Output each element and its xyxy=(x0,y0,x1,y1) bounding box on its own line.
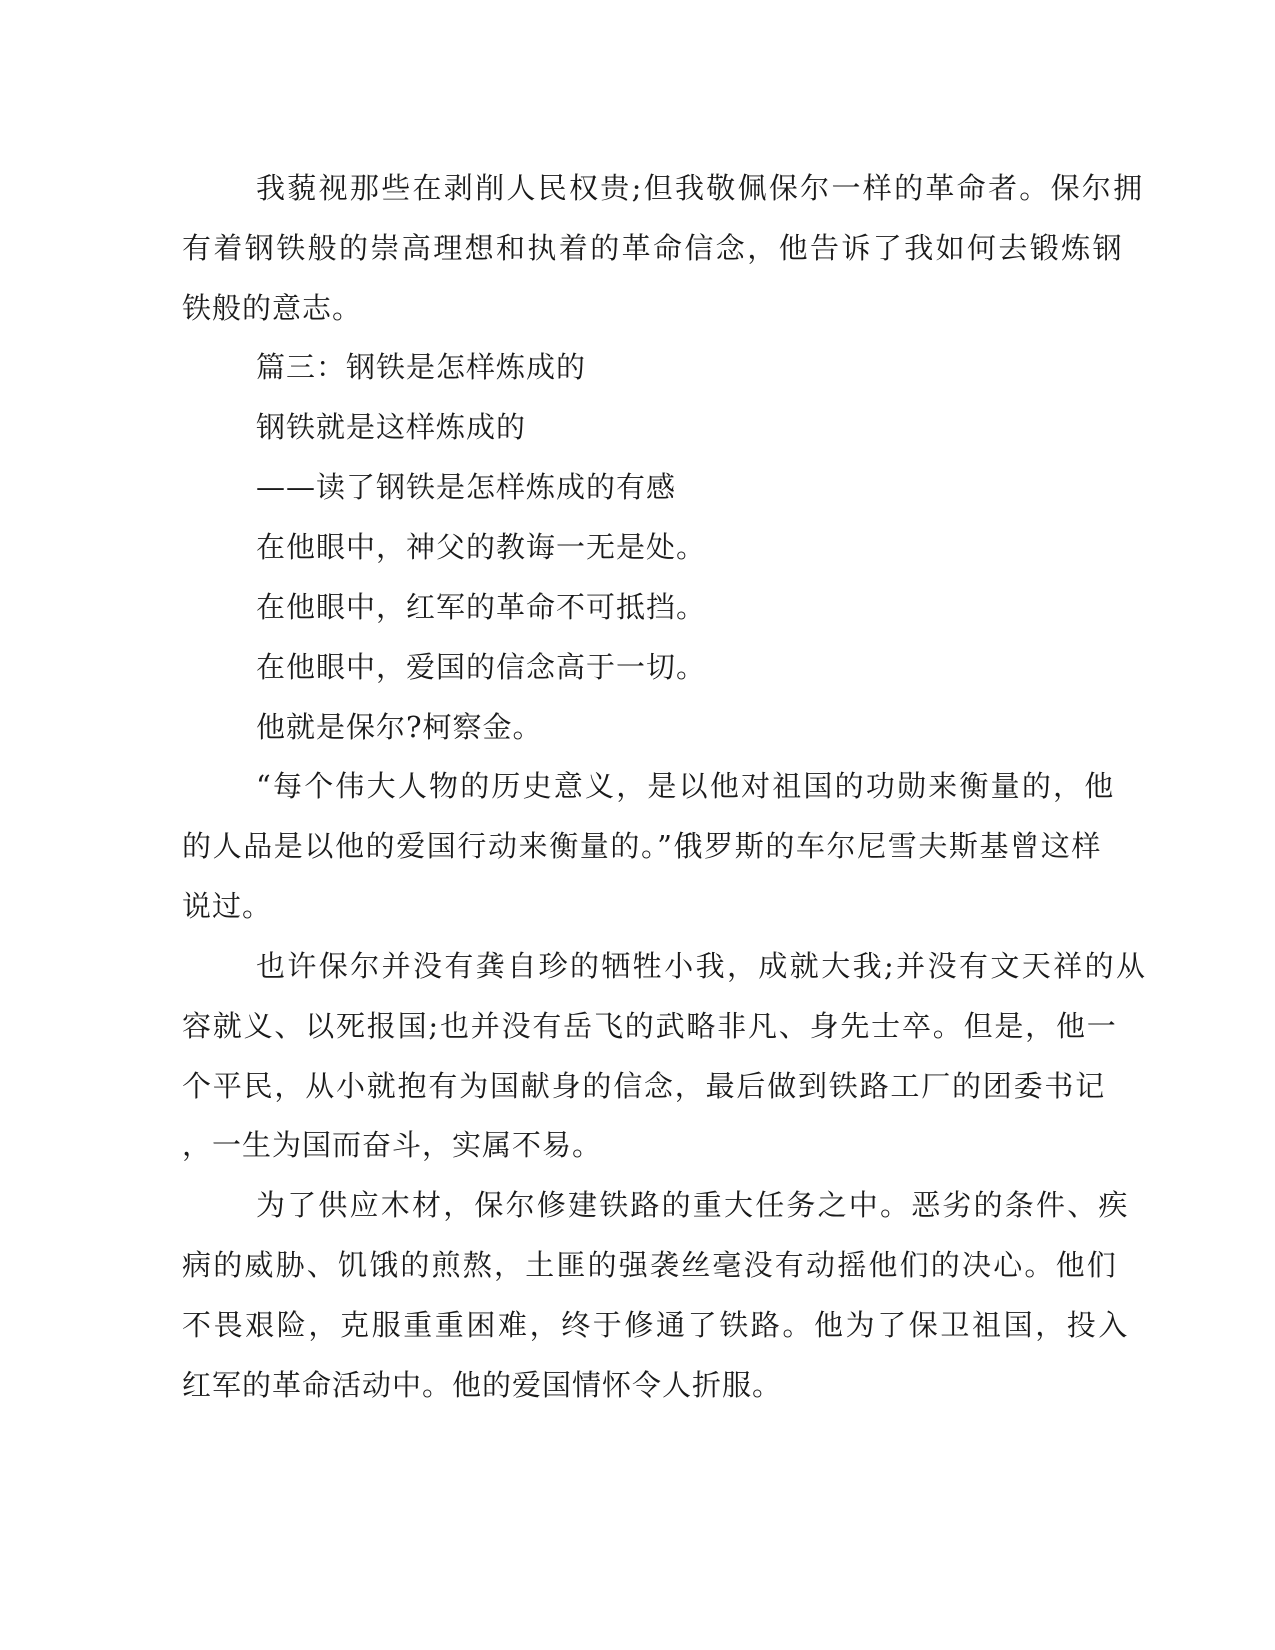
section-heading: 篇三：钢铁是怎样炼成的 xyxy=(256,350,587,384)
text-line: 在他眼中，爱国的信念高于一切。 xyxy=(256,650,707,684)
text-line: 病的威胁、饥饿的煎熬，土匪的强袭丝毫没有动摇他们的决心。他们 xyxy=(182,1248,1119,1282)
text-line: “每个伟大人物的历史意义，是以他对祖国的功勋来衡量的，他 xyxy=(256,769,1116,803)
text-line: 说过。 xyxy=(182,889,273,923)
text-line: 的人品是以他的爱国行动来衡量的。”俄罗斯的车尔尼雪夫斯基曾这样 xyxy=(182,829,1102,863)
text-line: 我藐视那些在剥削人民权贵;但我敬佩保尔一样的革命者。保尔拥 xyxy=(256,171,1145,205)
essay-title: 钢铁就是这样炼成的 xyxy=(256,410,527,444)
text-line: 为了供应木材，保尔修建铁路的重大任务之中。恶劣的条件、疾 xyxy=(256,1188,1130,1222)
text-line: 铁般的意志。 xyxy=(182,291,363,325)
text-line: 容就义、以死报国;也并没有岳飞的武略非凡、身先士卒。但是，他一 xyxy=(182,1009,1118,1043)
text-line: ，一生为国而奋斗，实属不易。 xyxy=(182,1128,603,1162)
text-line: 在他眼中，神父的教诲一无是处。 xyxy=(256,530,707,564)
text-line: 在他眼中，红军的革命不可抵挡。 xyxy=(256,590,707,624)
text-line: 也许保尔并没有龚自珍的牺牲小我，成就大我;并没有文天祥的从 xyxy=(256,949,1148,983)
text-line: 有着钢铁般的崇高理想和执着的革命信念，他告诉了我如何去锻炼钢 xyxy=(182,231,1125,265)
text-line: 他就是保尔?柯察金。 xyxy=(256,710,543,744)
text-line: 个平民，从小就抱有为国献身的信念，最后做到铁路工厂的团委书记 xyxy=(182,1069,1107,1103)
essay-subtitle: ——读了钢铁是怎样炼成的有感 xyxy=(256,470,677,504)
text-line: 红军的革命活动中。他的爱国情怀令人折服。 xyxy=(182,1368,783,1402)
text-line: 不畏艰险，克服重重困难，终于修通了铁路。他为了保卫祖国，投入 xyxy=(182,1308,1131,1342)
